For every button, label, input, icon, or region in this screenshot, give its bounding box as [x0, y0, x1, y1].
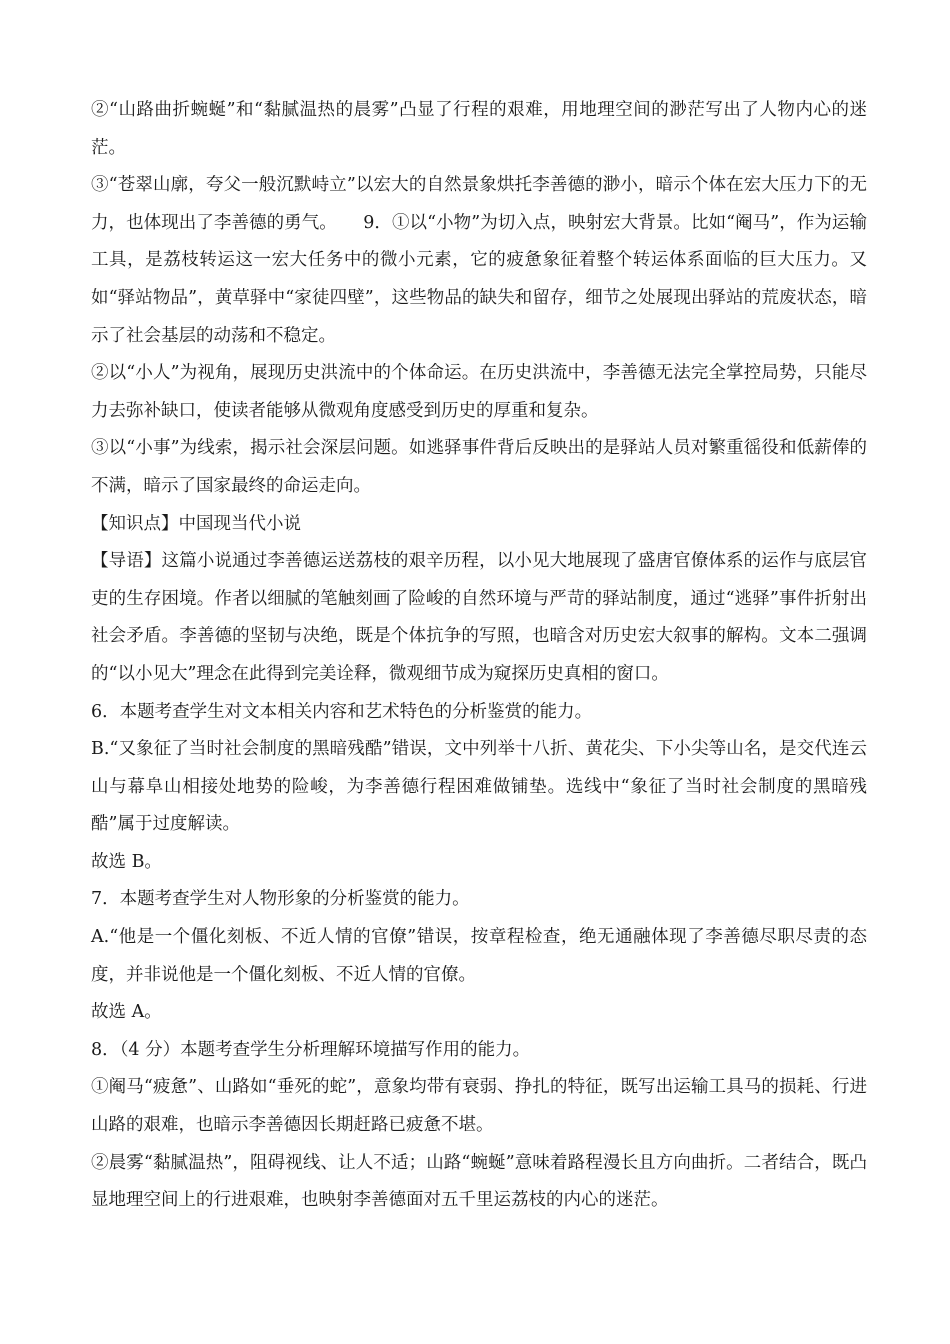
question-6-answer: 故选 B。 [91, 851, 162, 872]
knowledge-point: 【知识点】中国现当代小说 [91, 513, 301, 534]
question-8-point-2: ②晨雾“黏腻温热”，阻碍视线、让人不适；山路“蜿蜒”意味着路程漫长且方向曲折。二者结合，既凸显地理空间上的行进艰难，也映射李善德面对五千里运荔枝的内心的迷茫。 [91, 1152, 867, 1211]
paragraph-3: ②以“小人”为视角，展现历史洪流中的个体命运。在历史洪流中，李善德无法完全掌控局势，只能尽力去弥补缺口，使读者能够从微观角度感受到历史的厚重和复杂。 [91, 363, 867, 421]
question-7-analysis: A.“他是一个僵化刻板、不近人情的官僚”错误，按章程检查，绝无通融体现了李善德尽职尽责的态度，并非说他是一个僵化刻板、不近人情的官僚。 [91, 927, 867, 985]
paragraph-4: ③以“小事”为线索，揭示社会深层问题。如逃驿事件背后反映出的是驿站人员对繁重徭役和低薪俸的不满，暗示了国家最终的命运走向。 [91, 438, 867, 496]
question-7-heading: 7．本题考查学生对人物形象的分析鉴赏的能力。 [91, 889, 470, 910]
introduction: 【导语】这篇小说通过李善德运送荔枝的艰辛历程，以小见大地展现了盛唐官僚体系的运作与底层官吏的生存困境。作者以细腻的笔触刻画了险峻的自然环境与严苛的驿站制度，通过“逃驿”事件折射出社会矛盾。李善德的坚韧与决绝，既是个体抗争的写照，也暗含对历史宏大叙事的解构。文本二强调的“以小见大”理念在此得到完美诠释，微观细节成为窥探历史真相的窗口。 [91, 551, 867, 684]
question-8-heading: 8．（4 分）本题考查学生分析理解环境描写作用的能力。 [91, 1039, 531, 1060]
paragraph-2: ③“苍翠山廓，夸父一般沉默峙立”以宏大的自然景象烘托李善德的渺小，暗示个体在宏大压力下的无力，也体现出了李善德的勇气。 9．①以“小物”为切入点，映射宏大背景。比如“阉马”，作为运输工具，是荔枝转运这一宏大任务中的微小元素，它的疲惫象征着整个转运体系面临的巨大压力。又如“驿站物品”，黄草驿中“家徒四壁”，这些物品的缺失和留存，细节之处展现出驿站的荒废状态，暗示了社会基层的动荡和不稳定。 [91, 175, 867, 346]
question-7-answer: 故选 A。 [91, 1002, 162, 1023]
question-6-analysis: B.“又象征了当时社会制度的黑暗残酷”错误，文中列举十八折、黄花尖、下小尖等山名，是交代连云山与幕阜山相接处地势的险峻，为李善德行程困难做铺垫。选线中“象征了当时社会制度的黑暗残酷”属于过度解读。 [91, 739, 867, 835]
question-8-point-1: ①阉马“疲惫”、山路如“垂死的蛇”，意象均带有衰弱、挣扎的特征，既写出运输工具马的损耗、行进山路的艰难，也暗示李善德因长期赶路已疲惫不堪。 [91, 1077, 867, 1136]
document-page [91, 92, 867, 1220]
question-6-heading: 6．本题考查学生对文本相关内容和艺术特色的分析鉴赏的能力。 [91, 701, 593, 722]
paragraph-1: ②“山路曲折蜿蜒”和“黏腻温热的晨雾”凸显了行程的艰难，用地理空间的渺茫写出了人物内心的迷茫。 [91, 100, 867, 158]
